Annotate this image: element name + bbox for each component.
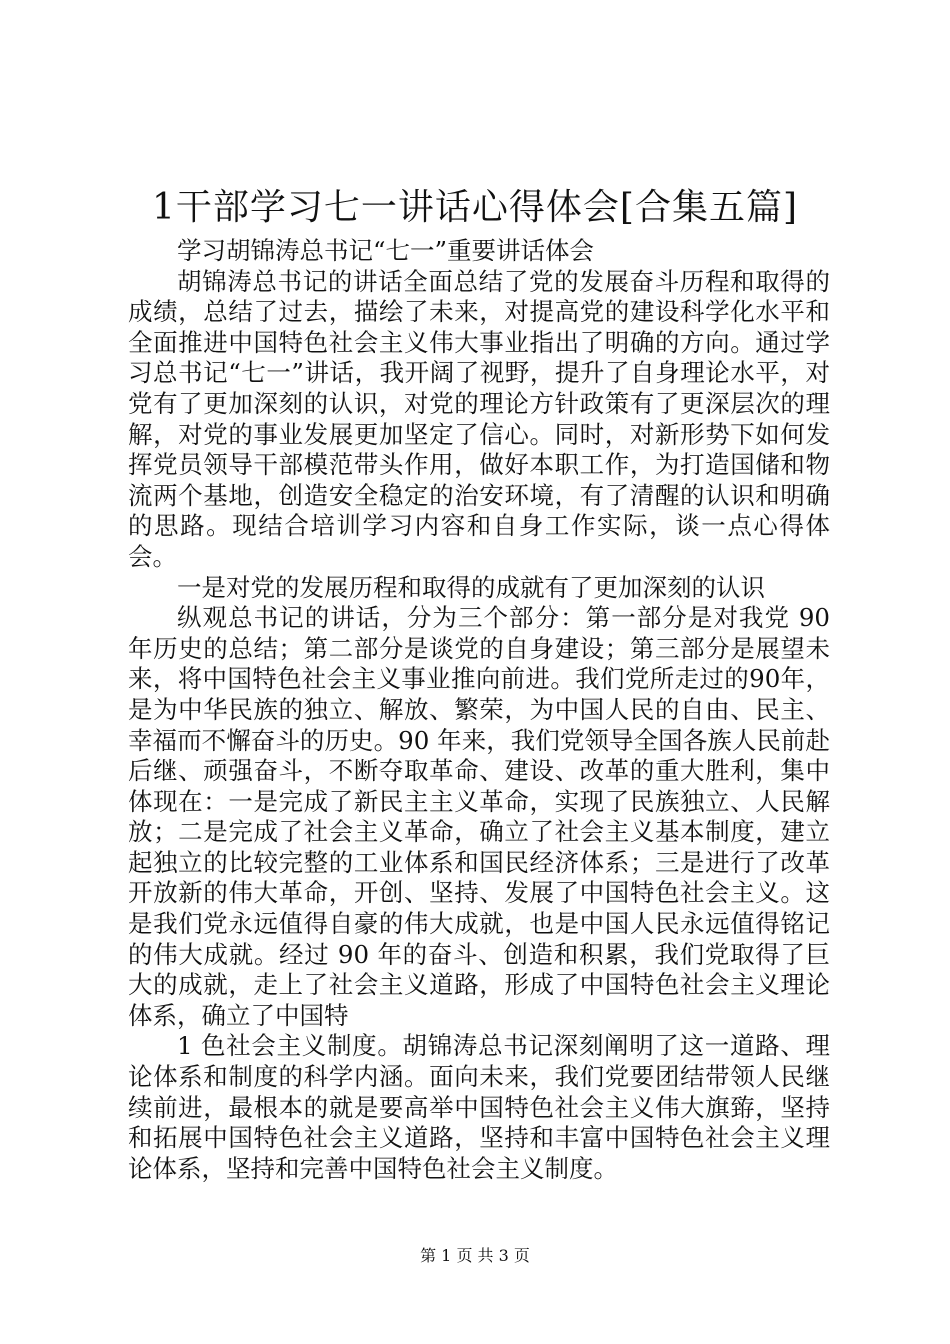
intro-paragraph: 胡锦涛总书记的讲话全面总结了党的发展奋斗历程和取得的成绩，总结了过去，描绘了未来，对提高党的建设科学化水平和全面推进中国特色社会主义伟大事业指出了明确的方向。通过学习总书记“七一”讲话，我开阔了视野，提升了自身理论水平，对党有了更加深刻的认识，对党的理论方针政策有了更深层次的理解，对党的事业发展更加坚定了信心。同时，对新形势下如何发挥党员领导干部模范带头作用，做好本职工作，为打造国储和物流两个基地，创造安全稳定的治安环境，有了清醒的认识和明确的思路。现结合培训学习内容和自身工作实际，谈一点心得体会。 (128, 266, 830, 571)
body-paragraph: 纵观总书记的讲话，分为三个部分：第一部分是对我党 90 年历史的总结；第二部分是谈党的自身建设；第三部分是展望未来，将中国特色社会主义事业推向前进。我们党所走过的90年，是为中华民族的独立、解放、繁荣，为中国人民的自由、民主、幸福而不懈奋斗的历史。90 年来，我们党领导全国各族人民前赴后继、顽强奋斗，不断夺取革命、建设、改革的重大胜利，集中体现在：一是完成了新民主主义革命，实现了民族独立、人民解放；二是完成了社会主义革命，确立了社会主义基本制度，建立起独立的比较完整的工业体系和国民经济体系；三是进行了改革开放新的伟大革命，开创、坚持、发展了中国特色社会主义。这是我们党永远值得自豪的伟大成就，也是中国人民永远值得铭记的伟大成就。经过 90 年的奋斗、创造和积累，我们党取得了巨大的成就，走上了社会主义道路，形成了中国特色社会主义理论体系，确立了中国特 (128, 603, 830, 1030)
document-body (128, 236, 830, 1184)
subtitle-paragraph: 学习胡锦涛总书记“七一”重要讲话体会 (177, 236, 595, 265)
body-paragraph-continued: 1 色社会主义制度。胡锦涛总书记深刻阐明了这一道路、理论体系和制度的科学内涵。面向未来，我们党要团结带领人民继续前进，最根本的就是要高举中国特色社会主义伟大旗臶，坚持和拓展中国特色社会主义道路，坚持和丰富中国特色社会主义理论体系，坚持和完善中国特色社会主义制度。 (128, 1031, 830, 1183)
page-footer: 第 1 页 共 3 页 (420, 1246, 530, 1265)
section-heading: 一是对党的发展历程和取得的成就有了更加深刻的认识 (177, 572, 765, 602)
document-title: 1干部学习七一讲话心得体会[合集五篇] (152, 187, 798, 228)
